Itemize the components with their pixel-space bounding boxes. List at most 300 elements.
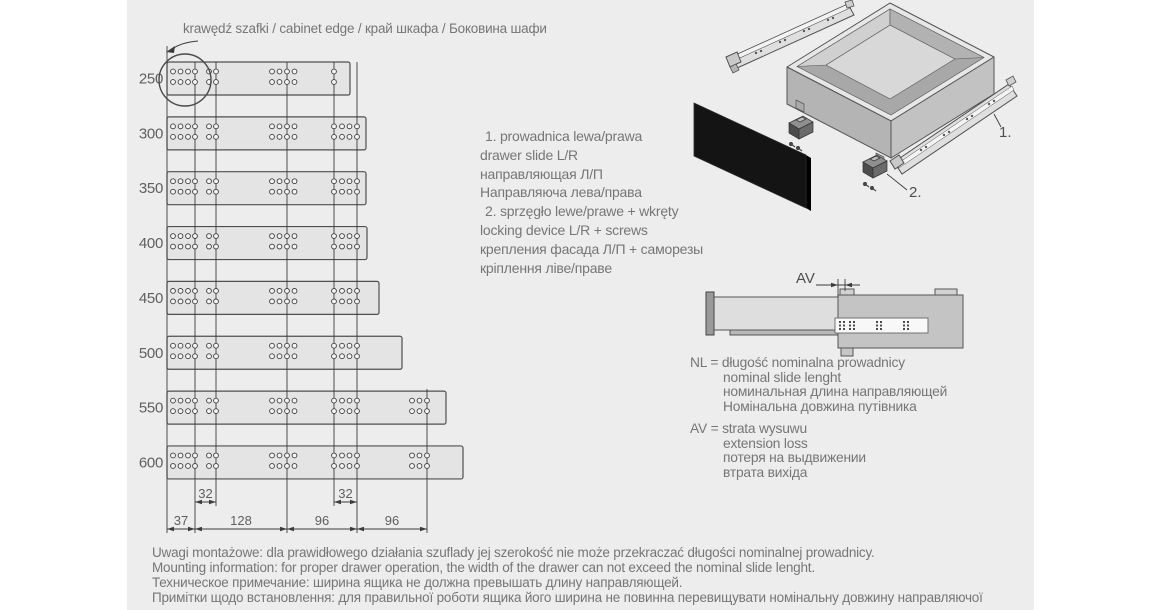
mounting-hole	[214, 464, 219, 469]
slide-length-diagram	[130, 40, 480, 545]
mounting-hole	[417, 464, 422, 469]
exploded-view	[690, 0, 1035, 215]
mounting-hole	[285, 464, 290, 469]
rail-hole	[880, 325, 882, 327]
mounting-hole	[277, 409, 282, 414]
mounting-hole	[178, 80, 183, 85]
rail-hole	[907, 328, 909, 330]
mounting-hole	[292, 299, 297, 304]
mounting-hole	[332, 299, 337, 304]
mounting-hole	[332, 189, 337, 194]
rail-hole	[880, 328, 882, 330]
mounting-hole	[425, 464, 430, 469]
av-note-line: AV = strata wysuwu	[690, 421, 807, 436]
mounting-hole	[207, 244, 212, 249]
dim-label: 96	[384, 513, 400, 528]
slide-bar-250	[167, 62, 350, 95]
mounting-hole	[347, 244, 352, 249]
dim-arrow	[350, 527, 357, 531]
mounting-hole	[340, 124, 345, 129]
mounting-hole	[171, 234, 176, 239]
mounting-hole	[332, 69, 337, 74]
mounting-hole	[347, 354, 352, 359]
mounting-hole	[178, 69, 183, 74]
mounting-hole	[214, 179, 219, 184]
mounting-hole	[171, 189, 176, 194]
mounting-hole	[340, 409, 345, 414]
mounting-hole	[270, 453, 275, 458]
mounting-hole	[347, 179, 352, 184]
dim-label: 37	[173, 513, 189, 528]
mounting-hole	[277, 134, 282, 139]
mounting-hole	[186, 124, 191, 129]
rail-hole	[876, 325, 878, 327]
slide-profile-extended	[706, 292, 838, 335]
mounting-hole	[417, 453, 422, 458]
mounting-hole	[270, 354, 275, 359]
mounting-hole	[193, 80, 198, 85]
mounting-hole	[186, 234, 191, 239]
mounting-hole	[277, 398, 282, 403]
mounting-hole	[340, 179, 345, 184]
mounting-note-line: Mounting information: for proper drawer operation, the width of the drawer can not exceed the nominal slide lenght.	[152, 560, 815, 576]
mounting-hole	[178, 464, 183, 469]
legend-line: 1. prowadnica lewa/prawa	[485, 128, 643, 144]
mounting-hole	[332, 453, 337, 458]
mounting-hole	[214, 80, 219, 85]
slide-bar-500	[167, 336, 402, 369]
mounting-hole	[178, 409, 183, 414]
dim-arrow	[195, 527, 202, 531]
mounting-hole	[340, 343, 345, 348]
nl-note-line: номинальная длина направляющей	[723, 384, 948, 400]
mounting-hole	[285, 124, 290, 129]
legend-line: locking device L/R + screws	[480, 221, 648, 238]
slide-rail	[835, 318, 928, 333]
mounting-hole	[178, 453, 183, 458]
mounting-hole	[193, 244, 198, 249]
rail-hole	[876, 321, 878, 323]
side-view-diagram	[690, 262, 980, 362]
nl-note-line: NL = długość nominalna prowadnicy	[690, 355, 905, 370]
mounting-hole	[214, 354, 219, 359]
mounting-hole	[340, 289, 345, 294]
mounting-hole	[340, 398, 345, 403]
mounting-hole	[277, 244, 282, 249]
mounting-hole	[292, 69, 297, 74]
legend-block	[480, 127, 703, 277]
mounting-hole	[292, 124, 297, 129]
mounting-hole	[332, 464, 337, 469]
mounting-hole	[178, 189, 183, 194]
rail-hole	[853, 325, 855, 327]
mounting-hole	[292, 234, 297, 239]
mounting-hole	[214, 134, 219, 139]
mounting-hole	[355, 244, 360, 249]
mounting-hole	[285, 189, 290, 194]
mounting-hole	[347, 299, 352, 304]
mounting-hole	[340, 464, 345, 469]
mounting-hole	[193, 398, 198, 403]
slide-bar-550	[167, 391, 446, 424]
nl-note-line: nominal slide lenght	[723, 369, 841, 385]
mounting-hole	[332, 343, 337, 348]
mounting-hole	[193, 124, 198, 129]
mounting-hole	[332, 179, 337, 184]
mounting-hole	[292, 179, 297, 184]
mounting-hole	[285, 398, 290, 403]
av-label: AV	[796, 270, 815, 287]
mounting-hole	[193, 299, 198, 304]
mounting-hole	[171, 354, 176, 359]
mounting-hole	[355, 354, 360, 359]
mounting-hole	[207, 409, 212, 414]
legend-line: Направляюча лева/права	[480, 184, 642, 201]
mounting-hole	[214, 234, 219, 239]
mounting-hole	[355, 299, 360, 304]
mounting-hole	[277, 453, 282, 458]
mounting-hole	[332, 234, 337, 239]
mounting-hole	[186, 409, 191, 414]
mounting-hole	[171, 80, 176, 85]
rail-hole	[903, 328, 905, 330]
mounting-hole	[186, 80, 191, 85]
nl-note-line: Номінальна довжина путівника	[723, 399, 917, 415]
mounting-hole	[355, 398, 360, 403]
screws	[863, 182, 876, 191]
mounting-hole	[178, 179, 183, 184]
dim-label: 96	[314, 513, 330, 528]
mounting-hole	[340, 453, 345, 458]
mounting-hole	[214, 409, 219, 414]
mounting-notes	[152, 545, 1042, 605]
dim-arrow	[357, 527, 364, 531]
mounting-hole	[347, 234, 352, 239]
mounting-hole	[207, 124, 212, 129]
legend-line: направляющая Л/П	[480, 165, 603, 182]
mounting-hole	[355, 464, 360, 469]
mounting-hole	[285, 244, 290, 249]
mounting-hole	[355, 343, 360, 348]
mounting-hole	[178, 343, 183, 348]
slide-bar-350	[167, 172, 366, 205]
mounting-hole	[214, 124, 219, 129]
slide-bar-400	[167, 227, 367, 260]
mounting-hole	[214, 289, 219, 294]
mounting-hole	[292, 354, 297, 359]
mounting-note-line: Uwagi montażowe: dla prawidłowego działania szuflady jej szerokość nie może przekraczać długości nominalnej prowadnicy.	[152, 545, 875, 560]
mounting-hole	[207, 354, 212, 359]
mounting-hole	[285, 354, 290, 359]
dim-label: 128	[230, 513, 252, 528]
mounting-hole	[193, 354, 198, 359]
mounting-hole	[270, 134, 275, 139]
part-label-1: 1.	[999, 124, 1012, 141]
mounting-hole	[186, 343, 191, 348]
mounting-hole	[171, 124, 176, 129]
mounting-hole	[292, 343, 297, 348]
rail-hole	[849, 328, 851, 330]
mounting-hole	[340, 244, 345, 249]
mounting-hole	[193, 234, 198, 239]
mounting-hole	[178, 354, 183, 359]
mounting-hole	[186, 398, 191, 403]
mounting-hole	[270, 69, 275, 74]
mounting-hole	[277, 299, 282, 304]
rail-hole	[843, 328, 845, 330]
mounting-hole	[355, 124, 360, 129]
mounting-hole	[186, 464, 191, 469]
rail-hole	[876, 328, 878, 330]
mounting-hole	[355, 189, 360, 194]
mounting-hole	[292, 189, 297, 194]
mounting-hole	[332, 398, 337, 403]
mounting-hole	[285, 69, 290, 74]
drawer-front-panel	[694, 103, 811, 211]
mounting-hole	[207, 398, 212, 403]
dim-arrow	[420, 527, 427, 531]
mounting-hole	[292, 453, 297, 458]
mounting-hole	[193, 409, 198, 414]
mounting-hole	[193, 289, 198, 294]
mounting-hole	[285, 453, 290, 458]
av-note-block	[690, 422, 866, 481]
mounting-hole	[207, 234, 212, 239]
mounting-hole	[425, 398, 430, 403]
slide-bar-450	[167, 281, 379, 314]
mounting-hole	[332, 354, 337, 359]
mounting-hole	[270, 299, 275, 304]
mounting-hole	[171, 179, 176, 184]
mounting-hole	[332, 289, 337, 294]
av-note-line: втрата вихіда	[723, 465, 808, 481]
mounting-hole	[270, 80, 275, 85]
mounting-hole	[214, 69, 219, 74]
mounting-hole	[340, 299, 345, 304]
part-label-2: 2.	[909, 184, 922, 201]
row-label-350: 350	[138, 180, 163, 198]
legend-line: 2. sprzęgło lewe/prawe + wkręty	[485, 203, 679, 220]
mounting-hole	[178, 289, 183, 294]
mounting-hole	[178, 124, 183, 129]
av-note-line: потеря на выдвижении	[723, 450, 866, 466]
rail-hole	[853, 321, 855, 323]
mounting-hole	[171, 244, 176, 249]
dim-arrow	[287, 527, 294, 531]
mounting-hole	[171, 409, 176, 414]
mounting-hole	[410, 409, 415, 414]
mounting-hole	[292, 134, 297, 139]
mounting-hole	[207, 179, 212, 184]
mounting-hole	[347, 464, 352, 469]
mounting-hole	[332, 134, 337, 139]
mounting-hole	[417, 409, 422, 414]
mounting-hole	[207, 189, 212, 194]
mounting-hole	[214, 244, 219, 249]
mounting-hole	[207, 299, 212, 304]
mounting-hole	[340, 134, 345, 139]
mounting-hole	[214, 453, 219, 458]
mounting-hole	[186, 189, 191, 194]
mounting-hole	[277, 234, 282, 239]
legend-line: кріплення ліве/праве	[480, 259, 612, 276]
mounting-hole	[178, 134, 183, 139]
mounting-hole	[347, 189, 352, 194]
mounting-hole	[186, 453, 191, 458]
mounting-hole	[193, 179, 198, 184]
mounting-hole	[292, 80, 297, 85]
mounting-hole	[171, 398, 176, 403]
mounting-hole	[285, 134, 290, 139]
rail-hole	[839, 328, 841, 330]
mounting-hole	[207, 464, 212, 469]
dim-arrow	[280, 527, 287, 531]
mounting-hole	[347, 409, 352, 414]
mounting-hole	[178, 244, 183, 249]
mounting-hole	[186, 354, 191, 359]
cabinet-edge-label: krawędź szafki / cabinet edge / край шкафа / Боковина шафи	[183, 21, 547, 36]
mounting-hole	[277, 464, 282, 469]
mounting-hole	[277, 179, 282, 184]
legend-line: крепления фасада Л/П + саморезы	[480, 240, 704, 257]
mounting-hole	[285, 343, 290, 348]
rail-hole	[839, 325, 841, 327]
mounting-hole	[214, 299, 219, 304]
mounting-hole	[207, 289, 212, 294]
mounting-hole	[171, 453, 176, 458]
slide-rear-hook	[845, 0, 854, 8]
mounting-hole	[425, 453, 430, 458]
mounting-hole	[332, 409, 337, 414]
mounting-hole	[277, 354, 282, 359]
rail-hole	[903, 325, 905, 327]
mounting-hole	[332, 244, 337, 249]
mounting-hole	[340, 234, 345, 239]
row-label-600: 600	[138, 454, 163, 472]
rail-hole	[903, 321, 905, 323]
mounting-hole	[178, 234, 183, 239]
row-label-250: 250	[138, 70, 163, 88]
mounting-hole	[285, 289, 290, 294]
mounting-hole	[270, 189, 275, 194]
mounting-hole	[285, 299, 290, 304]
mounting-hole	[193, 189, 198, 194]
mounting-hole	[355, 289, 360, 294]
mounting-hole	[355, 409, 360, 414]
row-label-500: 500	[138, 344, 163, 362]
mounting-hole	[347, 453, 352, 458]
rail-hole	[907, 321, 909, 323]
mounting-hole	[292, 398, 297, 403]
mounting-hole	[270, 179, 275, 184]
mounting-hole	[347, 398, 352, 403]
mounting-hole	[285, 409, 290, 414]
rail-hole	[849, 321, 851, 323]
mounting-hole	[214, 343, 219, 348]
mounting-hole	[270, 234, 275, 239]
mounting-hole	[292, 244, 297, 249]
row-label-450: 450	[138, 289, 163, 307]
mounting-hole	[214, 398, 219, 403]
mounting-hole	[292, 289, 297, 294]
locking-device-1	[789, 116, 813, 151]
mounting-hole	[292, 464, 297, 469]
mounting-hole	[355, 453, 360, 458]
dim-label: 32	[338, 486, 353, 501]
rail-hole	[843, 321, 845, 323]
dim-arrow	[188, 527, 195, 531]
mounting-hole	[277, 189, 282, 194]
mounting-hole	[270, 398, 275, 403]
mounting-hole	[186, 69, 191, 74]
mounting-hole	[270, 343, 275, 348]
rail-hole	[907, 325, 909, 327]
mounting-hole	[207, 453, 212, 458]
mounting-hole	[332, 124, 337, 129]
av-note-line: extension loss	[723, 435, 808, 451]
mounting-hole	[178, 398, 183, 403]
mounting-hole	[347, 343, 352, 348]
rail-hole	[843, 325, 845, 327]
mounting-hole	[292, 409, 297, 414]
mounting-hole	[207, 134, 212, 139]
slide-bar-300	[167, 117, 366, 150]
mounting-hole	[285, 179, 290, 184]
mounting-hole	[186, 289, 191, 294]
mounting-hole	[171, 134, 176, 139]
mounting-hole	[270, 464, 275, 469]
slide-bar-600	[167, 446, 463, 479]
mounting-hole	[270, 244, 275, 249]
mounting-hole	[171, 299, 176, 304]
legend-line: drawer slide L/R	[480, 146, 578, 163]
mounting-hole	[347, 134, 352, 139]
row-label-550: 550	[138, 399, 163, 417]
mounting-hole	[186, 244, 191, 249]
mounting-hole	[193, 453, 198, 458]
mounting-hole	[186, 179, 191, 184]
mounting-hole	[186, 299, 191, 304]
mounting-hole	[340, 354, 345, 359]
mounting-hole	[355, 179, 360, 184]
mounting-hole	[277, 343, 282, 348]
mounting-hole	[277, 69, 282, 74]
mounting-hole	[193, 69, 198, 74]
mounting-hole	[277, 80, 282, 85]
mounting-hole	[332, 80, 337, 85]
mounting-hole	[270, 124, 275, 129]
mounting-hole	[277, 124, 282, 129]
mounting-hole	[186, 134, 191, 139]
mounting-hole	[171, 343, 176, 348]
mounting-note-line: Техническое примечание: ширина ящика не должна превышать длину направляющей.	[152, 575, 683, 591]
mounting-hole	[207, 343, 212, 348]
mounting-hole	[340, 189, 345, 194]
mounting-hole	[285, 80, 290, 85]
mounting-hole	[410, 453, 415, 458]
locking-device-2	[863, 155, 887, 191]
nl-note-block	[690, 356, 947, 415]
mounting-hole	[270, 289, 275, 294]
mounting-hole	[410, 398, 415, 403]
cabinet-edge-arrow	[171, 41, 198, 50]
mounting-hole	[270, 409, 275, 414]
mounting-hole	[193, 134, 198, 139]
mounting-hole	[193, 343, 198, 348]
mounting-hole	[347, 289, 352, 294]
rail-hole	[880, 321, 882, 323]
mounting-hole	[347, 124, 352, 129]
